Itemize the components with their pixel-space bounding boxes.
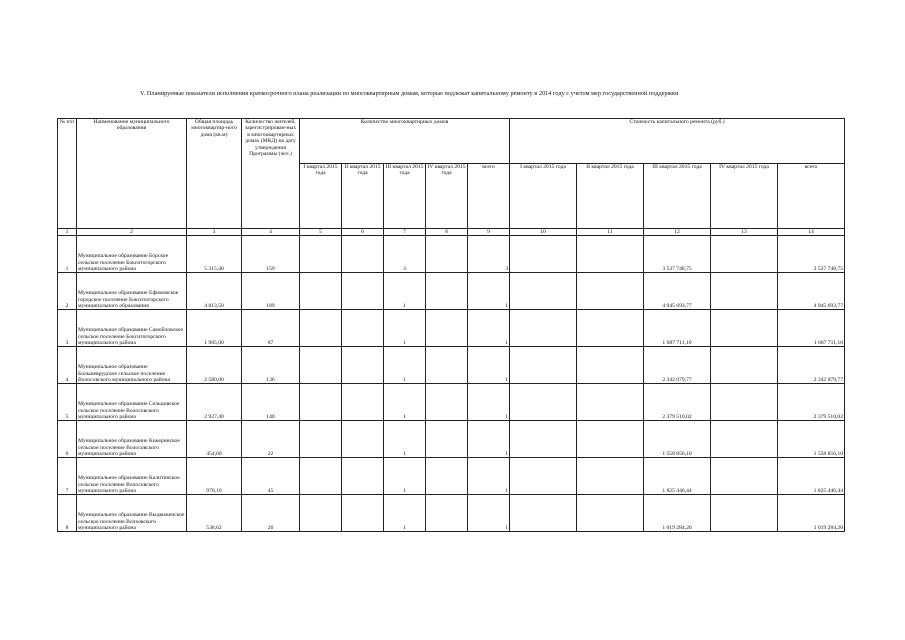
column-number: 8 — [426, 229, 468, 236]
houses-total: 3 — [468, 236, 510, 273]
total-area: 4 813,50 — [187, 273, 242, 310]
cost-q2 — [577, 273, 644, 310]
residents-count: 26 — [242, 495, 300, 532]
houses-total: 1 — [468, 458, 510, 495]
municipality-name: Муниципальное образование Самойловское сельское поселение Бокситогорского муниципального района — [77, 310, 187, 347]
houses-q2 — [342, 495, 384, 532]
municipality-name: Муниципальное образование Ефимовское городское поселение Бокситогорского муниципального образования — [77, 273, 187, 310]
cost-q4 — [711, 273, 778, 310]
houses-total: 1 — [468, 384, 510, 421]
header-q4: IV квартал 2015 года — [426, 164, 468, 229]
cost-q2 — [577, 421, 644, 458]
column-number: 14 — [778, 229, 845, 236]
houses-q2 — [342, 458, 384, 495]
cost-total: 3 537 748,75 — [778, 236, 845, 273]
table-row — [58, 347, 845, 384]
houses-q4 — [426, 384, 468, 421]
cost-q4 — [711, 421, 778, 458]
houses-q1 — [300, 384, 342, 421]
cost-total: 4 945 693,77 — [778, 273, 845, 310]
row-number: 3 — [58, 310, 77, 347]
column-number: 10 — [510, 229, 577, 236]
cost-total: 1 687 711,10 — [778, 310, 845, 347]
column-number: 6 — [342, 229, 384, 236]
table-row — [58, 421, 845, 458]
cost-q3: 1 687 711,10 — [644, 310, 711, 347]
residents-count: 189 — [242, 273, 300, 310]
cost-q2 — [577, 236, 644, 273]
header-residents: Количество жителей, зарегистрирован-ных в многоквартирных домах (МКД) на дату утверждения Программы (чел.) — [242, 119, 300, 229]
houses-q3: 1 — [384, 421, 426, 458]
cost-total: 2 379 510,02 — [778, 384, 845, 421]
cost-q3: 1 019 284,20 — [644, 495, 711, 532]
cost-total: 1 019 284,20 — [778, 495, 845, 532]
houses-q4 — [426, 236, 468, 273]
cost-q2 — [577, 384, 644, 421]
row-number: 7 — [58, 458, 77, 495]
cost-q2 — [577, 347, 644, 384]
table-row — [58, 495, 845, 532]
houses-q3: 1 — [384, 384, 426, 421]
houses-q2 — [342, 273, 384, 310]
column-number: 11 — [577, 229, 644, 236]
header-cost-q3: III квартал 2015 года — [644, 164, 711, 229]
cost-q1 — [510, 458, 577, 495]
houses-q4 — [426, 347, 468, 384]
header-cost-q4: IV квартал 2015 года — [711, 164, 778, 229]
cost-q4 — [711, 458, 778, 495]
houses-q3: 1 — [384, 310, 426, 347]
total-area: 5 315,40 — [187, 236, 242, 273]
column-number: 1 — [58, 229, 77, 236]
column-number: 2 — [77, 229, 187, 236]
houses-total: 1 — [468, 421, 510, 458]
cost-q4 — [711, 384, 778, 421]
table-row — [58, 384, 845, 421]
cost-q4 — [711, 347, 778, 384]
document-title: V. Планируемые показатели исполнения краткосрочного плана реализации по многоквартирным домам, которые подлежат капитальному ремонту в 2014 году с учетом мер государственной поддержки — [140, 90, 679, 97]
residents-count: 136 — [242, 347, 300, 384]
cost-q3: 2 379 510,02 — [644, 384, 711, 421]
houses-total: 1 — [468, 495, 510, 532]
cost-q4 — [711, 236, 778, 273]
header-area: Общая площадь многоквартир-ного дома (кв.м) — [187, 119, 242, 229]
total-area: 538,62 — [187, 495, 242, 532]
header-houses-group: Количество многоквартирных домов — [300, 119, 510, 164]
total-area: 1 985,00 — [187, 310, 242, 347]
houses-q1 — [300, 458, 342, 495]
municipality-name: Муниципальное образование Сельцовское сельское поселение Волосовского муниципального района — [77, 384, 187, 421]
municipality-name: Муниципальное образование Выдвиженское сельское поселение Волховского муниципального района — [77, 495, 187, 532]
cost-q1 — [510, 384, 577, 421]
houses-q2 — [342, 310, 384, 347]
houses-q4 — [426, 310, 468, 347]
residents-count: 159 — [242, 236, 300, 273]
houses-q3: 1 — [384, 458, 426, 495]
houses-q1 — [300, 273, 342, 310]
row-number: 5 — [58, 384, 77, 421]
table-row — [58, 236, 845, 273]
residents-count: 22 — [242, 421, 300, 458]
cost-total: 1 558 856,10 — [778, 421, 845, 458]
houses-q1 — [300, 495, 342, 532]
header-q3: III квартал 2015 года — [384, 164, 426, 229]
residents-count: 140 — [242, 384, 300, 421]
cost-q3: 1 825 446,44 — [644, 458, 711, 495]
row-number: 1 — [58, 236, 77, 273]
column-number: 13 — [711, 229, 778, 236]
header-q1: I квартал 2015 года — [300, 164, 342, 229]
column-number: 7 — [384, 229, 426, 236]
houses-q3: 1 — [384, 495, 426, 532]
header-cost-group: Стоимость капитального ремонта (руб.) — [510, 119, 845, 164]
repair-plan-table — [57, 118, 845, 532]
total-area: 454,60 — [187, 421, 242, 458]
header-q2: II квартал 2015 года — [342, 164, 384, 229]
houses-q1 — [300, 421, 342, 458]
houses-q1 — [300, 236, 342, 273]
cost-total: 1 825 446,44 — [778, 458, 845, 495]
houses-q4 — [426, 421, 468, 458]
table-row — [58, 458, 845, 495]
cost-q3: 4 945 693,77 — [644, 273, 711, 310]
header-cost-q2: II квартал 2015 года — [577, 164, 644, 229]
cost-q1 — [510, 421, 577, 458]
cost-total: 2 342 079,77 — [778, 347, 845, 384]
houses-q1 — [300, 310, 342, 347]
cost-q3: 3 537 748,75 — [644, 236, 711, 273]
column-number: 3 — [187, 229, 242, 236]
cost-q2 — [577, 495, 644, 532]
houses-total: 1 — [468, 273, 510, 310]
header-cost-total: всего — [778, 164, 845, 229]
houses-q3: 3 — [384, 236, 426, 273]
header-name: Наименование муниципального образования — [77, 119, 187, 229]
total-area: 970,10 — [187, 458, 242, 495]
houses-q2 — [342, 384, 384, 421]
row-number: 2 — [58, 273, 77, 310]
houses-q1 — [300, 347, 342, 384]
header-num: № п/п — [58, 119, 77, 229]
header-total: всего — [468, 164, 510, 229]
houses-q2 — [342, 347, 384, 384]
row-number: 8 — [58, 495, 77, 532]
municipality-name: Муниципальное образование Кикеринское сельское поселение Волосовского муниципального района — [77, 421, 187, 458]
houses-q2 — [342, 421, 384, 458]
cost-q3: 2 342 079,77 — [644, 347, 711, 384]
column-number: 5 — [300, 229, 342, 236]
table-row — [58, 273, 845, 310]
cost-q4 — [711, 495, 778, 532]
houses-q3: 1 — [384, 347, 426, 384]
row-number: 6 — [58, 421, 77, 458]
column-number: 9 — [468, 229, 510, 236]
cost-q3: 1 558 856,10 — [644, 421, 711, 458]
houses-q4 — [426, 273, 468, 310]
column-number-row — [58, 229, 845, 236]
cost-q1 — [510, 495, 577, 532]
column-number: 12 — [644, 229, 711, 236]
houses-q3: 1 — [384, 273, 426, 310]
column-number: 4 — [242, 229, 300, 236]
municipality-name: Муниципальное образование Калитинское сельское поселение Волосовского муниципального района — [77, 458, 187, 495]
cost-q2 — [577, 458, 644, 495]
table-row — [58, 310, 845, 347]
houses-total: 1 — [468, 347, 510, 384]
cost-q1 — [510, 273, 577, 310]
cost-q2 — [577, 310, 644, 347]
cost-q1 — [510, 347, 577, 384]
total-area: 2 580,00 — [187, 347, 242, 384]
municipality-name: Муниципальное образование Большеврудское сельское поселение Волосовского муниципального района — [77, 347, 187, 384]
cost-q1 — [510, 310, 577, 347]
cost-q4 — [711, 310, 778, 347]
residents-count: 87 — [242, 310, 300, 347]
header-cost-q1: I квартал 2015 года — [510, 164, 577, 229]
houses-q2 — [342, 236, 384, 273]
houses-total: 1 — [468, 310, 510, 347]
municipality-name: Муниципальное образование Борское сельское поселение Бокситогорского муниципального района — [77, 236, 187, 273]
houses-q4 — [426, 495, 468, 532]
total-area: 2 927,40 — [187, 384, 242, 421]
houses-q4 — [426, 458, 468, 495]
cost-q1 — [510, 236, 577, 273]
residents-count: 45 — [242, 458, 300, 495]
row-number: 4 — [58, 347, 77, 384]
